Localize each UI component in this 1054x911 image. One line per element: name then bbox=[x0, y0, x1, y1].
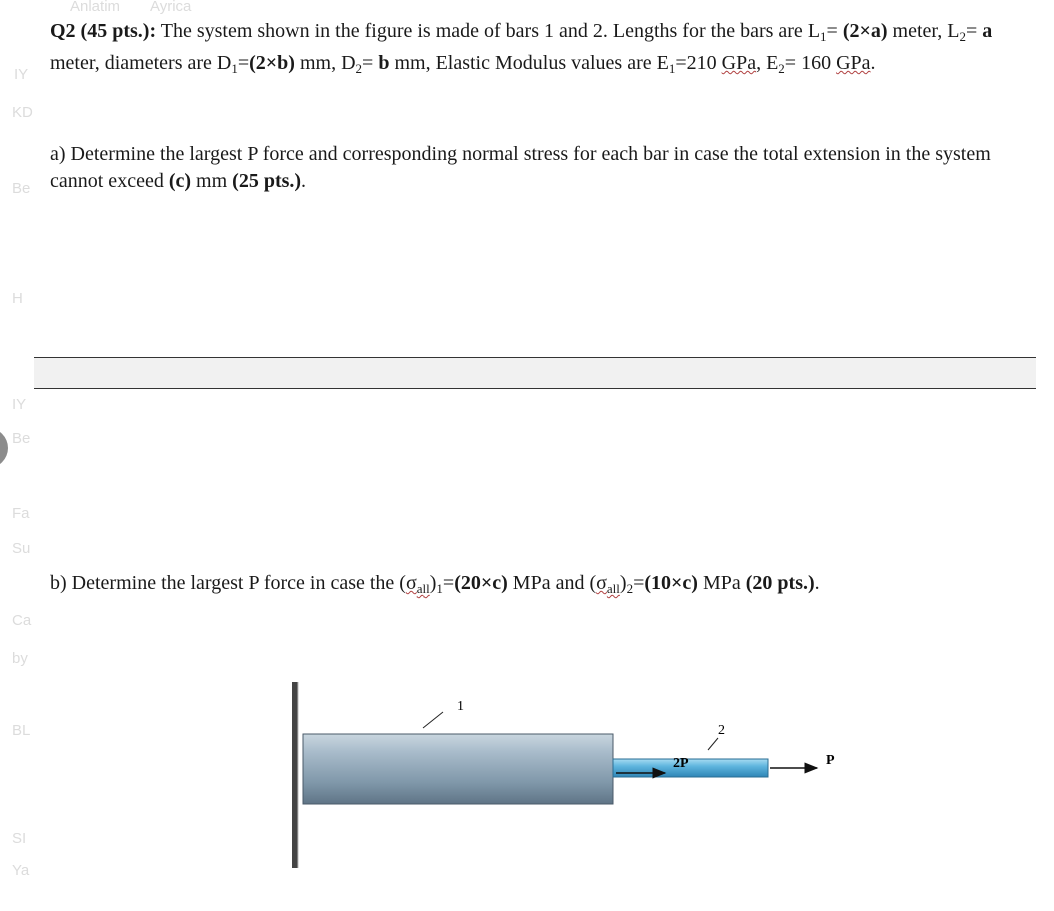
ghost-text: IY bbox=[14, 66, 29, 83]
ghost-text: Su bbox=[12, 540, 31, 557]
ghost-text: Fa bbox=[12, 505, 30, 522]
ghost-text: Be bbox=[12, 180, 31, 197]
part-b-text: b) Determine the largest P force in case the $(\sigma_{all})_1=(20\times c)$ MPa and $(\sigma_{all})_2=(10\times c)$ MPa (20 pts.). bbox=[50, 572, 820, 596]
ghost-text: Ayrica bbox=[150, 0, 192, 15]
force-2p-label: 2P bbox=[673, 756, 689, 771]
ghost-text: KD bbox=[12, 104, 33, 121]
bar-system-figure bbox=[270, 670, 870, 890]
bar-2 bbox=[613, 759, 768, 777]
ghost-text: Be bbox=[12, 430, 31, 447]
question-heading: Q2 (45 pts.): bbox=[50, 20, 157, 42]
fixed-wall bbox=[292, 682, 298, 868]
answer-divider bbox=[34, 357, 1036, 389]
part-a-text: a) Determine the largest P force and corresponding normal stress for each bar in case the total extension in the system cannot exceed (c) mm (25 pts.). bbox=[50, 143, 991, 192]
ghost-text: Ya bbox=[12, 862, 30, 879]
ghost-text: Ca bbox=[12, 612, 32, 629]
ghost-text: IY bbox=[12, 396, 27, 413]
ghost-text: Anlatim bbox=[70, 0, 121, 15]
question-text: Q2 (45 pts.): The system shown in the figure is made of bars 1 and 2. Lengths for the bars are $L_1= (2\times a)$ meter, $L_2= a$ meter, diameters are $D_1=(2\times b)$ mm, $D_2= b$ mm, Elastic Modulus values are $E_1=210$ GPa, $E_2= 160$ GPa. bbox=[50, 20, 993, 76]
bar-2-label: 2 bbox=[718, 723, 725, 738]
ghost-text: H bbox=[12, 290, 23, 307]
bar-1-leader bbox=[423, 712, 443, 728]
force-p-label: P bbox=[826, 753, 835, 768]
ghost-text: SI bbox=[12, 830, 27, 847]
bar-1 bbox=[303, 734, 613, 804]
ghost-text: BL bbox=[12, 722, 31, 739]
ghost-text: by bbox=[12, 650, 28, 667]
side-scroll-handle[interactable] bbox=[0, 428, 8, 468]
bar-2-leader bbox=[708, 738, 718, 750]
bar-1-label: 1 bbox=[457, 699, 464, 714]
